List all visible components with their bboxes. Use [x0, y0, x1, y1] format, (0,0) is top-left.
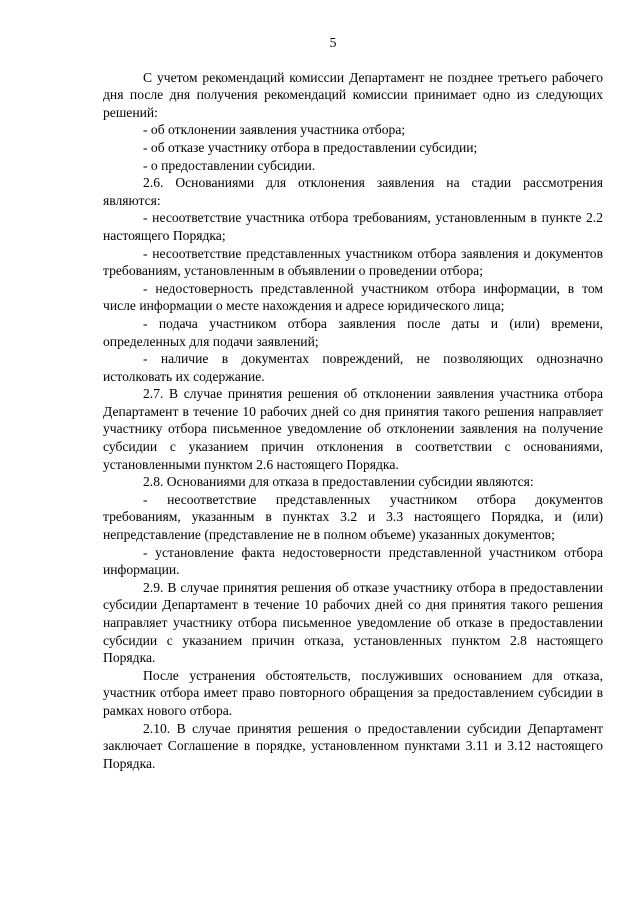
paragraph-intro: С учетом рекомендаций комиссии Департамент не позднее третьего рабочего дня после дня получения рекомендаций комиссии принимает одно из следующих решений:: [103, 69, 603, 120]
paragraph-after-2-9: После устранения обстоятельств, послуживших основанием для отказа, участник отбора имеет право повторного обращения за предоставлением субсидии в рамках нового отбора.: [103, 667, 603, 718]
document-body: [103, 69, 603, 773]
list-item: - несоответствие участника отбора требованиям, установленным в пункте 2.2 настоящего Порядка;: [103, 210, 603, 243]
list-item: - установление факта недостоверности представленной участником отбора информации.: [103, 544, 603, 578]
list-item: - несоответствие представленных участником отбора заявления и документов требованиям, установленным в объявлении о проведении отбора;: [103, 245, 603, 279]
paragraph-2-8: 2.8. Основаниями для отказа в предоставлении субсидии являются:: [143, 474, 534, 490]
list-item: - несоответствие представленных участником отбора документов требованиям, указанным в пунктах 3.2 и 3.3 настоящего Порядка, и (или) непредставление (представление не в полном объеме) указанных документов;: [103, 491, 603, 543]
page-number: 5: [329, 35, 337, 50]
paragraph-2-10: 2.10. В случае принятия решения о предоставлении субсидии Департамент заключает Соглашение в порядке, установленном пунктами 3.11 и 3.12 настоящего Порядка.: [103, 720, 603, 771]
list-item: - наличие в документах повреждений, не позволяющих однозначно истолковать их содержание.: [103, 351, 603, 384]
list-item: - о предоставлении субсидии.: [143, 157, 316, 173]
paragraph-2-7: 2.7. В случае принятия решения об отклонении заявления участника отбора Департамент в течение 10 рабочих дней со дня принятия такого решения направляет участнику отбора письменное уведомление об отклонении заявления на получение субсидии с указанием причин отклонения в соответствии с основаниями, установленными пунктом 2.6 настоящего Порядка.: [103, 386, 603, 472]
list-item: - подача участником отбора заявления после даты и (или) времени, определенных для подачи заявлений;: [103, 315, 603, 349]
paragraph-2-6: 2.6. Основаниями для отклонения заявления на стадии рассмотрения являются:: [103, 175, 603, 208]
paragraph-2-9: 2.9. В случае принятия решения об отказе участнику отбора в предоставлении субсидии Департамент в течение 10 рабочих дней со дня принятия такого решения направляет участнику отбора письменное уведомление об отказе в предоставлении субсидии с указанием причин отказа, установленных пунктом 2.8 настоящего Порядка.: [103, 579, 603, 666]
list-item: - недостоверность представленной участником отбора информации, в том числе информации о месте нахождения и адресе юридического лица;: [103, 280, 603, 314]
list-item: - об отказе участнику отбора в предоставлении субсидии;: [143, 139, 478, 155]
list-item: - об отклонении заявления участника отбора;: [143, 122, 406, 138]
